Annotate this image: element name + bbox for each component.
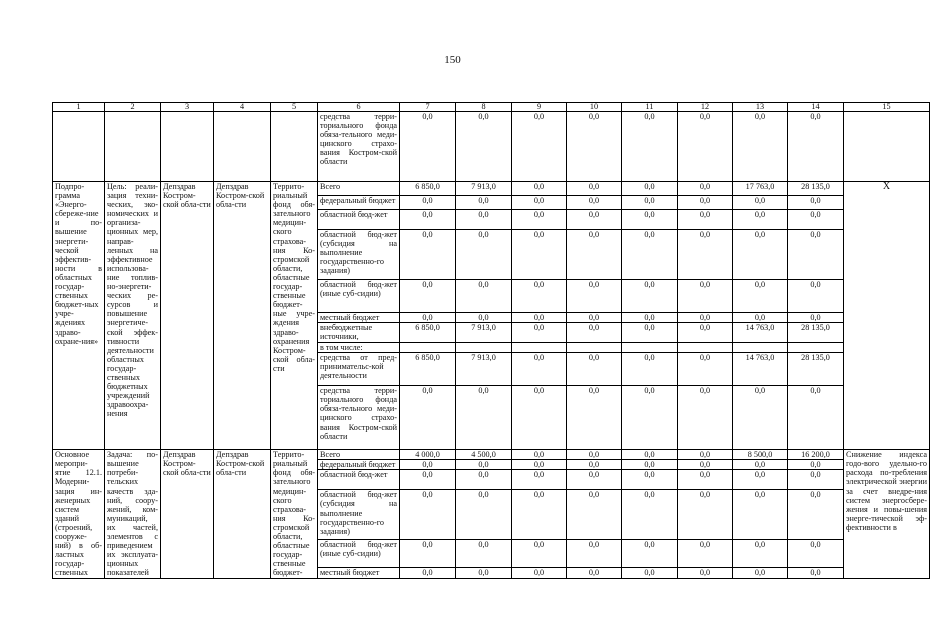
amount-cell bbox=[400, 343, 456, 353]
amount-cell: 0,0 bbox=[456, 112, 512, 182]
amount-cell: 0,0 bbox=[788, 460, 844, 470]
amount-cell: 16 200,0 bbox=[788, 450, 844, 460]
executor: Депздрав Костром-ской обла-сти bbox=[161, 450, 214, 578]
column-number: 10 bbox=[567, 103, 622, 112]
amount-cell: 0,0 bbox=[512, 470, 567, 490]
amount-cell: 0,0 bbox=[512, 230, 567, 280]
empty-cell bbox=[105, 112, 161, 182]
amount-cell: 0,0 bbox=[567, 386, 622, 450]
amount-cell: 0,0 bbox=[622, 323, 678, 343]
amount-cell: 0,0 bbox=[567, 470, 622, 490]
amount-cell: 0,0 bbox=[622, 470, 678, 490]
amount-cell: 6 850,0 bbox=[400, 182, 456, 196]
amount-cell: 0,0 bbox=[456, 230, 512, 280]
amount-cell: 4 000,0 bbox=[400, 450, 456, 460]
amount-cell bbox=[678, 343, 733, 353]
amount-cell: 0,0 bbox=[400, 540, 456, 568]
budget-table bbox=[52, 102, 930, 579]
amount-cell: 0,0 bbox=[788, 280, 844, 313]
amount-cell: 0,0 bbox=[567, 450, 622, 460]
amount-cell: 0,0 bbox=[400, 280, 456, 313]
amount-cell: 4 500,0 bbox=[456, 450, 512, 460]
funding-source: федеральный бюджет bbox=[318, 196, 400, 210]
amount-cell: 0,0 bbox=[622, 182, 678, 196]
amount-cell bbox=[456, 343, 512, 353]
column-number: 11 bbox=[622, 103, 678, 112]
column-number: 7 bbox=[400, 103, 456, 112]
amount-cell: 0,0 bbox=[512, 210, 567, 230]
amount-cell: 14 763,0 bbox=[733, 323, 788, 343]
amount-cell: 8 500,0 bbox=[733, 450, 788, 460]
column-number: 13 bbox=[733, 103, 788, 112]
amount-cell: 0,0 bbox=[733, 230, 788, 280]
funding-source: Всего bbox=[318, 450, 400, 460]
amount-cell: 0,0 bbox=[512, 313, 567, 323]
executor: Депздрав Костром-ской обла-сти bbox=[161, 182, 214, 450]
amount-cell: 0,0 bbox=[678, 210, 733, 230]
executor: Депздрав Костром-ской обла-сти bbox=[214, 182, 271, 450]
amount-cell: 28 135,0 bbox=[788, 323, 844, 343]
amount-cell: 28 135,0 bbox=[788, 353, 844, 386]
funding-source: средства от пред-принимательс-кой деятельности bbox=[318, 353, 400, 386]
amount-cell: 7 913,0 bbox=[456, 323, 512, 343]
amount-cell: 0,0 bbox=[400, 112, 456, 182]
amount-cell: 0,0 bbox=[678, 230, 733, 280]
amount-cell: 14 763,0 bbox=[733, 353, 788, 386]
empty-cell bbox=[53, 112, 105, 182]
amount-cell: 0,0 bbox=[400, 490, 456, 540]
amount-cell: 0,0 bbox=[622, 112, 678, 182]
amount-cell: 0,0 bbox=[567, 568, 622, 578]
amount-cell: 0,0 bbox=[456, 490, 512, 540]
amount-cell: 0,0 bbox=[567, 230, 622, 280]
amount-cell: 0,0 bbox=[622, 540, 678, 568]
amount-cell: 0,0 bbox=[678, 353, 733, 386]
amount-cell: 0,0 bbox=[567, 323, 622, 343]
expected-result: Снижение индекса годо-вого удельно-го расхода по-требления электрической энергии за счет внедре-ния систем энергосбере-жения и повы-шения энерге-тической эф-фективности в bbox=[844, 450, 930, 578]
amount-cell: 0,0 bbox=[788, 112, 844, 182]
amount-cell: 0,0 bbox=[678, 450, 733, 460]
amount-cell: 0,0 bbox=[678, 182, 733, 196]
measure-name: Основное меропри-ятие 12.1. Модерни-зация ин-женерных систем зданий (строений, сооруже-ний) в об-ластных государ-ственных bbox=[53, 450, 105, 578]
expected-result: Х bbox=[844, 182, 930, 450]
amount-cell: 0,0 bbox=[567, 460, 622, 470]
amount-cell: 0,0 bbox=[456, 386, 512, 450]
column-number: 6 bbox=[318, 103, 400, 112]
amount-cell: 0,0 bbox=[788, 230, 844, 280]
funding-source: областной бюд-жет (иные суб-сидии) bbox=[318, 540, 400, 568]
goal-text: Задача: по-вышение потреби-тельских качеств зда-ний, соору-жений, ком-муникаций, их частей, элементов с приведением их эксплуата-ционных показателей bbox=[105, 450, 161, 578]
funding-source: местный бюджет bbox=[318, 568, 400, 578]
funding-source: средства терри-ториального фонда обяза-тельного меди-цинского страхо-вания Костром-ской области bbox=[318, 386, 400, 450]
amount-cell: 0,0 bbox=[512, 353, 567, 386]
amount-cell bbox=[733, 343, 788, 353]
amount-cell: 0,0 bbox=[512, 386, 567, 450]
amount-cell: 0,0 bbox=[512, 182, 567, 196]
amount-cell: 0,0 bbox=[733, 210, 788, 230]
amount-cell: 0,0 bbox=[678, 540, 733, 568]
column-number: 8 bbox=[456, 103, 512, 112]
executor: Депздрав Костром-ской обла-сти bbox=[214, 450, 271, 578]
amount-cell: 0,0 bbox=[733, 280, 788, 313]
amount-cell: 0,0 bbox=[400, 460, 456, 470]
amount-cell: 0,0 bbox=[788, 313, 844, 323]
funding-source: областной бюд-жет bbox=[318, 210, 400, 230]
amount-cell: 0,0 bbox=[788, 196, 844, 210]
amount-cell: 0,0 bbox=[456, 196, 512, 210]
amount-cell bbox=[622, 343, 678, 353]
amount-cell: 0,0 bbox=[788, 470, 844, 490]
amount-cell: 0,0 bbox=[622, 460, 678, 470]
amount-cell: 0,0 bbox=[567, 210, 622, 230]
amount-cell: 0,0 bbox=[512, 323, 567, 343]
amount-cell: 0,0 bbox=[788, 568, 844, 578]
amount-cell: 0,0 bbox=[456, 540, 512, 568]
table-row bbox=[53, 112, 930, 182]
funding-source: областной бюд-жет (субсидия на выполнение государственно-го задания) bbox=[318, 230, 400, 280]
amount-cell: 0,0 bbox=[512, 112, 567, 182]
table-row bbox=[53, 450, 930, 460]
amount-cell: 17 763,0 bbox=[733, 182, 788, 196]
amount-cell: 0,0 bbox=[567, 112, 622, 182]
amount-cell: 0,0 bbox=[567, 280, 622, 313]
funding-source: местный бюджет bbox=[318, 313, 400, 323]
amount-cell: 0,0 bbox=[456, 280, 512, 313]
amount-cell: 0,0 bbox=[678, 460, 733, 470]
amount-cell: 0,0 bbox=[678, 470, 733, 490]
amount-cell: 0,0 bbox=[567, 182, 622, 196]
empty-cell bbox=[844, 112, 930, 182]
amount-cell: 0,0 bbox=[400, 568, 456, 578]
co-executor: Террито-риальный фонд обя-зательного медицин-ского страхова-ния Ко-стромской области, областные государ-ственные бюджет-ные учре-ждения здраво-охранения Костром-ской обла-сти bbox=[271, 182, 318, 450]
amount-cell: 0,0 bbox=[512, 490, 567, 540]
amount-cell: 0,0 bbox=[788, 490, 844, 540]
amount-cell: 0,0 bbox=[456, 470, 512, 490]
funding-source: областной бюд-жет (субсидия на выполнение государственно-го задания) bbox=[318, 490, 400, 540]
amount-cell: 0,0 bbox=[512, 450, 567, 460]
column-number: 5 bbox=[271, 103, 318, 112]
amount-cell: 0,0 bbox=[622, 210, 678, 230]
amount-cell: 0,0 bbox=[456, 313, 512, 323]
funding-source: областной бюд-жет bbox=[318, 470, 400, 490]
page-number: 150 bbox=[444, 54, 461, 66]
amount-cell: 0,0 bbox=[622, 450, 678, 460]
column-number: 1 bbox=[53, 103, 105, 112]
amount-cell: 0,0 bbox=[400, 470, 456, 490]
amount-cell: 0,0 bbox=[400, 210, 456, 230]
amount-cell bbox=[567, 343, 622, 353]
amount-cell: 0,0 bbox=[622, 196, 678, 210]
amount-cell: 6 850,0 bbox=[400, 323, 456, 343]
amount-cell: 0,0 bbox=[733, 386, 788, 450]
amount-cell: 0,0 bbox=[678, 323, 733, 343]
amount-cell: 0,0 bbox=[622, 280, 678, 313]
amount-cell: 0,0 bbox=[678, 313, 733, 323]
column-number: 12 bbox=[678, 103, 733, 112]
amount-cell: 0,0 bbox=[733, 460, 788, 470]
empty-cell bbox=[214, 112, 271, 182]
funding-source: областной бюд-жет (иные суб-сидии) bbox=[318, 280, 400, 313]
funding-source: федеральный бюджет bbox=[318, 460, 400, 470]
empty-cell bbox=[271, 112, 318, 182]
amount-cell: 0,0 bbox=[733, 470, 788, 490]
amount-cell: 0,0 bbox=[678, 568, 733, 578]
column-number: 9 bbox=[512, 103, 567, 112]
amount-cell: 0,0 bbox=[788, 386, 844, 450]
amount-cell: 0,0 bbox=[622, 313, 678, 323]
amount-cell: 0,0 bbox=[512, 196, 567, 210]
amount-cell: 0,0 bbox=[678, 280, 733, 313]
amount-cell: 0,0 bbox=[567, 540, 622, 568]
funding-source: средства терри-ториального фонда обяза-тельного меди-цинского страхо-вания Костром-ской области bbox=[318, 112, 400, 182]
amount-cell: 0,0 bbox=[456, 460, 512, 470]
amount-cell: 0,0 bbox=[400, 230, 456, 280]
column-number: 2 bbox=[105, 103, 161, 112]
amount-cell: 0,0 bbox=[678, 490, 733, 540]
amount-cell: 6 850,0 bbox=[400, 353, 456, 386]
amount-cell: 0,0 bbox=[512, 280, 567, 313]
subprogram-name: Подпро-грамма «Энерго-сбереже-ние и по-вышение энергети-ческой эффектив-ности в областных государ-ственных бюджет-ных учре-ждениях здраво-охране-ния» bbox=[53, 182, 105, 450]
amount-cell: 0,0 bbox=[733, 112, 788, 182]
amount-cell: 0,0 bbox=[567, 313, 622, 323]
amount-cell: 0,0 bbox=[400, 313, 456, 323]
amount-cell bbox=[788, 343, 844, 353]
empty-cell bbox=[161, 112, 214, 182]
funding-source: в том числе: bbox=[318, 343, 400, 353]
amount-cell: 0,0 bbox=[733, 540, 788, 568]
amount-cell: 0,0 bbox=[733, 313, 788, 323]
amount-cell: 0,0 bbox=[567, 490, 622, 540]
amount-cell: 0,0 bbox=[788, 540, 844, 568]
funding-source: внебюджетные источники, bbox=[318, 323, 400, 343]
amount-cell: 0,0 bbox=[733, 196, 788, 210]
amount-cell: 0,0 bbox=[400, 196, 456, 210]
amount-cell: 0,0 bbox=[678, 196, 733, 210]
column-number: 4 bbox=[214, 103, 271, 112]
amount-cell: 0,0 bbox=[622, 568, 678, 578]
amount-cell: 0,0 bbox=[788, 210, 844, 230]
amount-cell: 0,0 bbox=[678, 386, 733, 450]
funding-source: Всего bbox=[318, 182, 400, 196]
amount-cell: 0,0 bbox=[733, 568, 788, 578]
amount-cell: 7 913,0 bbox=[456, 353, 512, 386]
table-row bbox=[53, 182, 930, 196]
column-number: 3 bbox=[161, 103, 214, 112]
column-number: 15 bbox=[844, 103, 930, 112]
amount-cell: 0,0 bbox=[733, 490, 788, 540]
amount-cell: 0,0 bbox=[567, 353, 622, 386]
amount-cell: 0,0 bbox=[622, 353, 678, 386]
amount-cell: 0,0 bbox=[456, 210, 512, 230]
amount-cell: 0,0 bbox=[512, 460, 567, 470]
amount-cell bbox=[512, 343, 567, 353]
amount-cell: 0,0 bbox=[456, 568, 512, 578]
co-executor: Террито-риальный фонд обя-зательного медицин-ского страхова-ния Ко-стромской области, областные государ-ственные бюджет- bbox=[271, 450, 318, 578]
amount-cell: 0,0 bbox=[512, 540, 567, 568]
column-number: 14 bbox=[788, 103, 844, 112]
amount-cell: 0,0 bbox=[622, 490, 678, 540]
amount-cell: 0,0 bbox=[512, 568, 567, 578]
header-row bbox=[53, 103, 930, 112]
goal-text: Цель: реали-зация техни-ческих, эко-номических и организа-ционных мер, направ-ленных на эффективное использова-ние топлив-но-энергети-ческих ре-сурсов и повышение энергетиче-ской эффек-тивности деятельности областных государ-ственных бюджетных учреждений здравоохра-нения bbox=[105, 182, 161, 450]
amount-cell: 0,0 bbox=[678, 112, 733, 182]
amount-cell: 0,0 bbox=[622, 386, 678, 450]
amount-cell: 0,0 bbox=[567, 196, 622, 210]
amount-cell: 0,0 bbox=[400, 386, 456, 450]
amount-cell: 7 913,0 bbox=[456, 182, 512, 196]
amount-cell: 0,0 bbox=[622, 230, 678, 280]
amount-cell: 28 135,0 bbox=[788, 182, 844, 196]
